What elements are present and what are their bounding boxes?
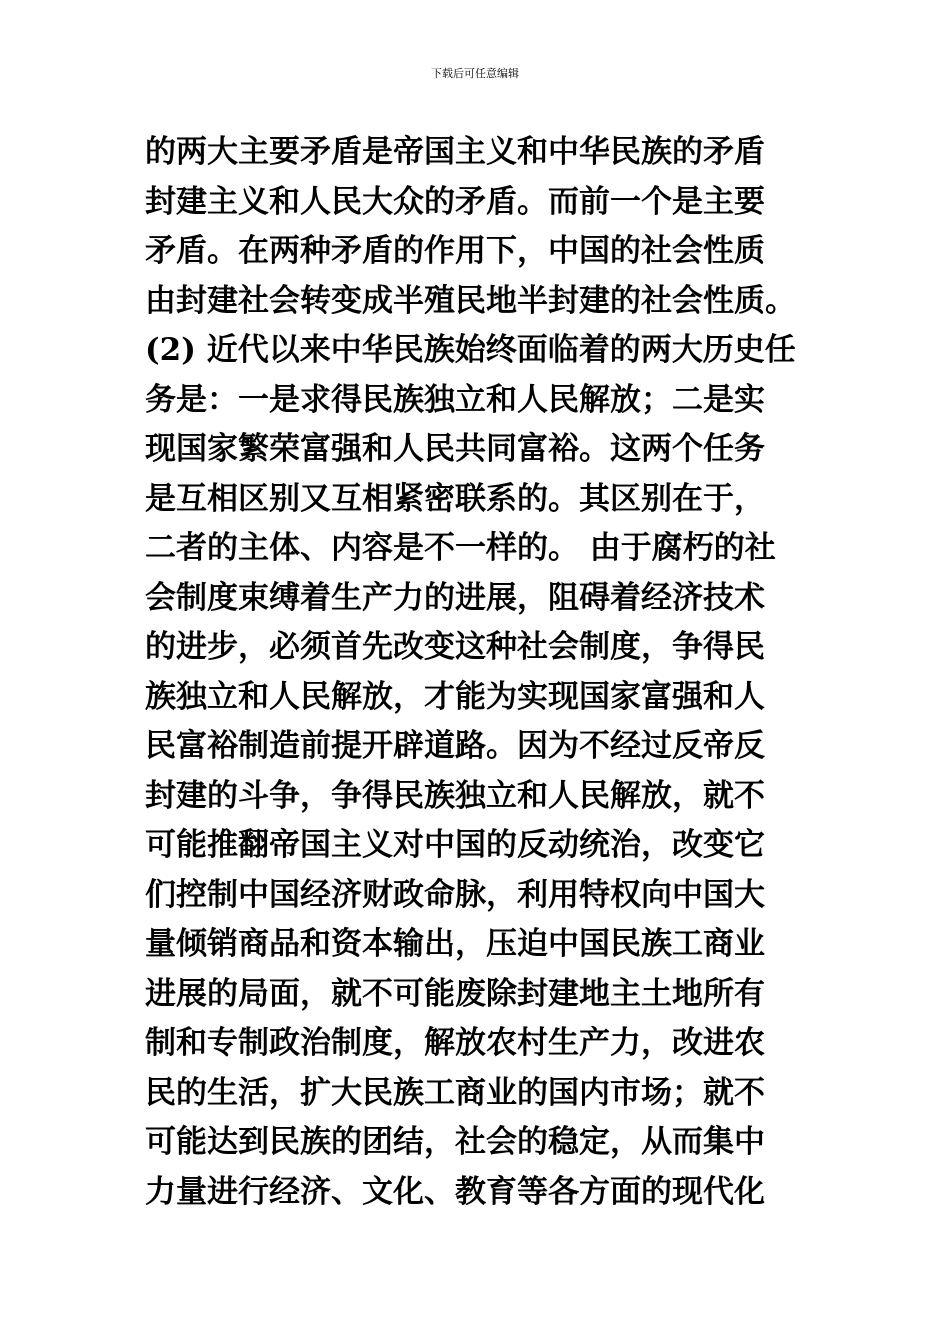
text-line: 民富裕制造前提开辟道路。因为不经过反帝反 [145,728,765,764]
text-line: 的进步，必须首先改变这种社会制度，争得民 [145,629,765,665]
text-line: (2) 近代以来中华民族始终面临着的两大历史任 [145,332,796,368]
text-line: 可能推翻帝国主义对中国的反动统治，改变它 [145,827,765,863]
text-line: 现国家繁荣富强和人民共同富裕。这两个任务 [145,431,765,467]
page-header: 下载后可任意编辑 [431,67,519,80]
text-line: 封建主义和人民大众的矛盾。而前一个是主要 [145,183,765,220]
text-line: 矛盾。在两种矛盾的作用下，中国的社会性质 [145,233,765,269]
text-line: 力量进行经济、文化、教育等各方面的现代化 [145,1173,765,1210]
text-line: 们控制中国经济财政命脉，利用特权向中国大 [145,876,765,913]
document-body [145,128,825,1217]
text-line: 二者的主体、内容是不一样的。 由于腐朽的社 [145,530,776,566]
text-line: 会制度束缚着生产力的进展，阻碍着经济技术 [145,579,765,616]
text-line: 进展的局面，就不可能废除封建地主土地所有 [145,975,765,1012]
text-line: 量倾销商品和资本输出，压迫中国民族工商业 [145,926,765,962]
text-line: 的两大主要矛盾是帝国主义和中华民族的矛盾 [145,134,765,170]
text-line: 由封建社会转变成半殖民地半封建的社会性质。 [145,282,796,319]
text-line: 封建的斗争，争得民族独立和人民解放，就不 [145,777,765,814]
text-line: 是互相区别又互相紧密联系的。其区别在于， [145,480,765,517]
text-line: 务是：一是求得民族独立和人民解放；二是实 [145,381,765,418]
text-line: 制和专制政治制度，解放农村生产力，改进农 [145,1025,765,1061]
text-line: 可能达到民族的团结，社会的稳定，从而集中 [145,1124,765,1160]
text-line: 族独立和人民解放，才能为实现国家富强和人 [145,678,765,715]
text-line: 民的生活，扩大民族工商业的国内市场；就不 [145,1074,765,1111]
